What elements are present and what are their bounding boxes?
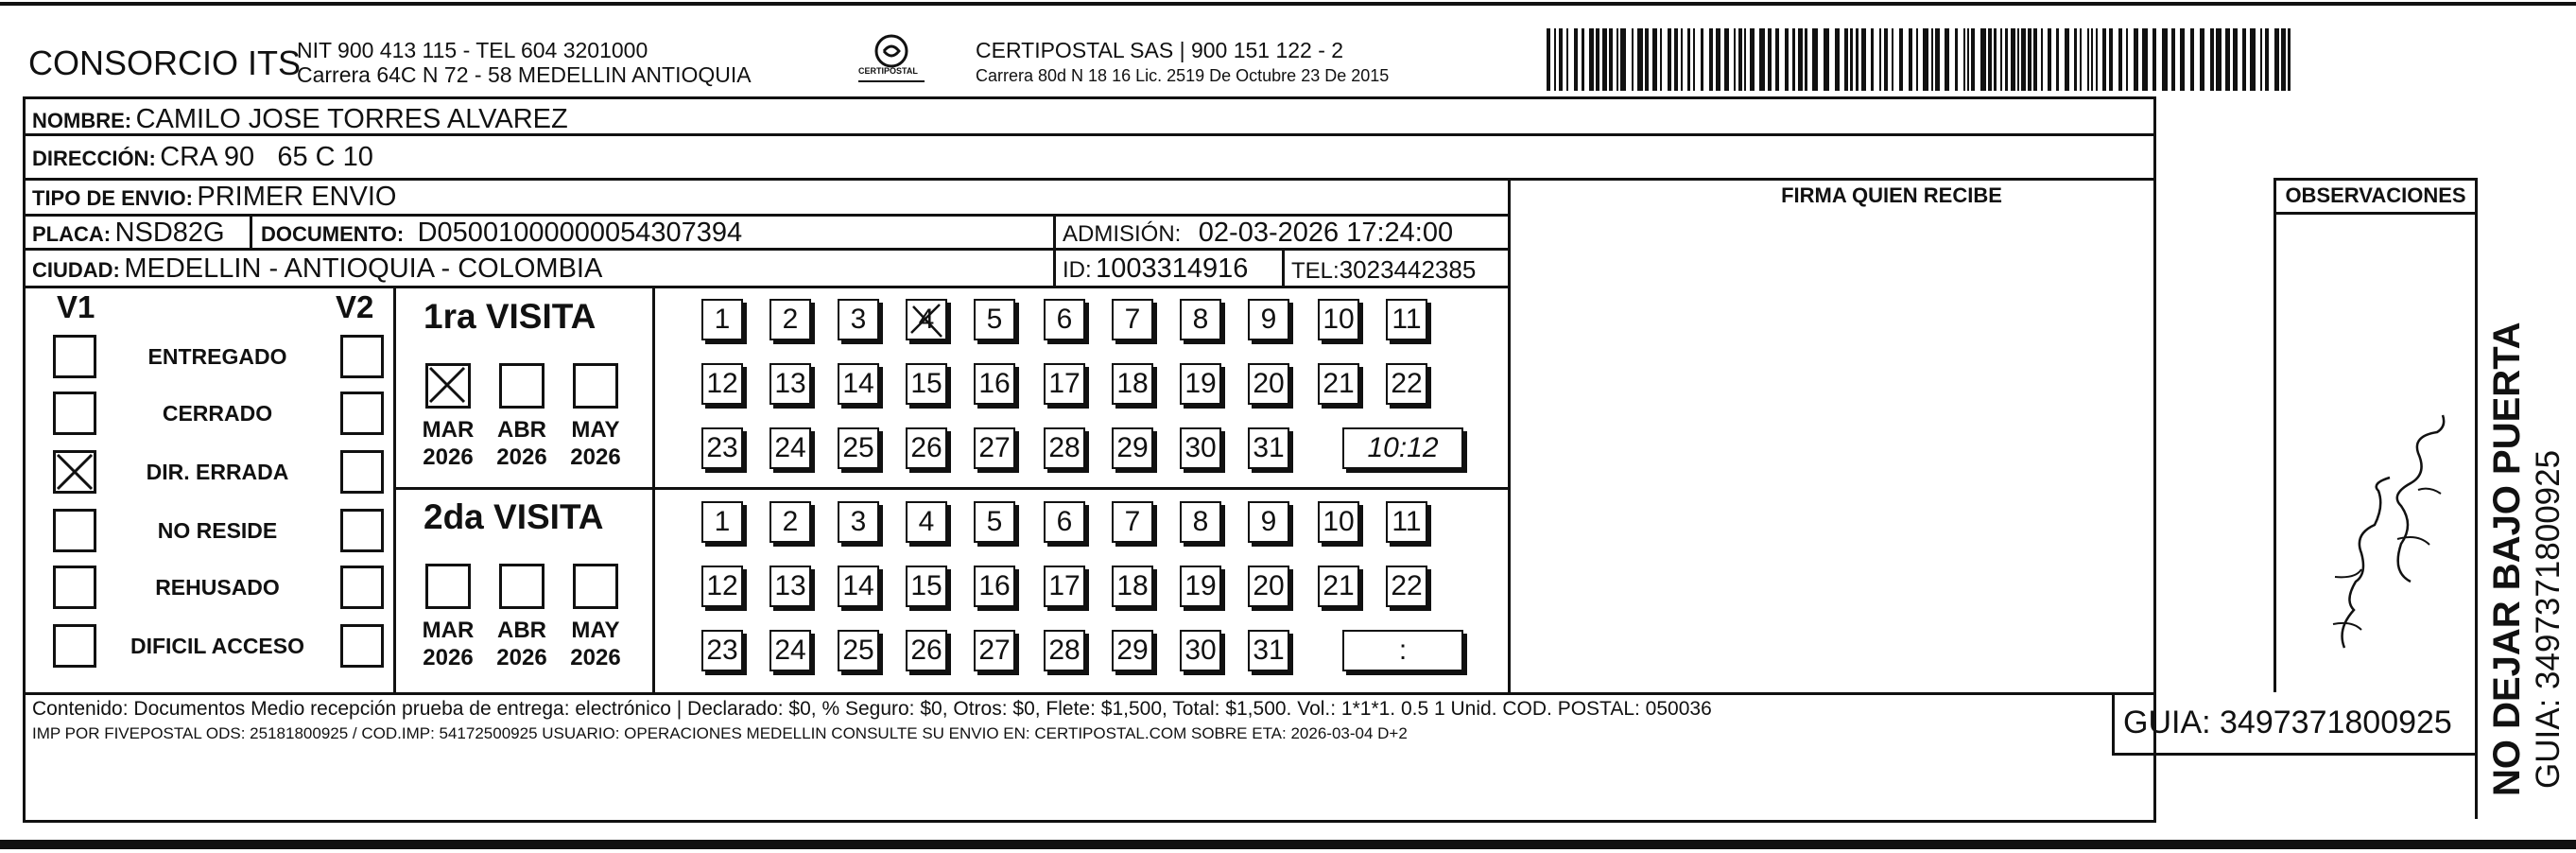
barcode-bar	[2096, 28, 2098, 91]
id-value: 1003314916	[1096, 253, 1249, 284]
visit2-title: 2da VISITA	[424, 497, 604, 536]
day-box[interactable]: 28	[1044, 630, 1085, 671]
day-box[interactable]: 3	[838, 501, 879, 543]
barcode-bar	[1637, 28, 1643, 91]
barcode-bar	[2216, 28, 2222, 91]
documento-label: DOCUMENTO:	[261, 222, 405, 246]
day-box[interactable]: 17	[1044, 566, 1085, 607]
barcode-bar	[2028, 28, 2031, 91]
barcode-bar	[1879, 28, 1881, 91]
month-name: MAR	[422, 417, 475, 443]
barcode-bar	[1759, 28, 1765, 91]
barcode-bar	[2233, 28, 2238, 91]
day-box[interactable]: 25	[838, 427, 879, 469]
day-box[interactable]: 19	[1180, 566, 1221, 607]
tipo-envio-label: TIPO DE ENVIO:	[32, 186, 193, 210]
day-box[interactable]: 26	[906, 630, 947, 671]
month-year: 2026	[423, 645, 474, 670]
side-no-dejar: NO DEJAR BAJO PUERTA	[2486, 322, 2528, 796]
direccion-value: CRA 90 65 C 10	[160, 142, 373, 172]
barcode-bar	[2091, 28, 2093, 91]
barcode-bar	[1892, 28, 1893, 91]
barcode-bar	[1602, 28, 1607, 91]
bottom-rule	[0, 840, 2576, 849]
day-box[interactable]: 18	[1112, 363, 1153, 405]
barcode-bar	[2210, 28, 2214, 91]
barcode-bar	[2200, 28, 2204, 91]
barcode-bar	[1994, 28, 1997, 91]
day-box[interactable]: 12	[701, 363, 743, 405]
month-name: ABR	[497, 618, 546, 643]
barcode-bar	[1660, 28, 1662, 91]
barcode-bar	[1909, 28, 1912, 91]
footer-guia: GUIA: 3497371800925	[2123, 705, 2452, 740]
month-label	[415, 617, 481, 671]
barcode-bar	[1971, 28, 1975, 91]
barcode	[1547, 28, 2301, 91]
month-label	[415, 416, 481, 471]
barcode-bar	[2142, 28, 2148, 91]
side-guia: GUIA: 3497371800925	[2530, 449, 2567, 789]
barcode-bar	[1980, 28, 1986, 91]
day-box[interactable]: 20	[1248, 566, 1289, 607]
barcode-bar	[1709, 28, 1713, 91]
month-checkbox[interactable]	[425, 564, 471, 609]
barcode-bar	[2017, 28, 2019, 91]
day-box[interactable]: 22	[1386, 363, 1427, 405]
footer-imp: IMP POR FIVEPOSTAL ODS: 25181800925 / COD.IMP: 54172500925 USUARIO: OPERACIONES MEDELLIN CONSULTE SU ENVIO EN: CERTIPOSTAL.COM SOBRE ETA: 2026-03-04 D+2	[32, 724, 1408, 742]
barcode-bar	[1775, 28, 1779, 91]
day-box[interactable]: 29	[1112, 427, 1153, 469]
day-box[interactable]: 15	[906, 363, 947, 405]
barcode-bar	[2134, 28, 2138, 91]
day-box[interactable]: 11	[1386, 501, 1427, 543]
day-box[interactable]: 31	[1248, 630, 1289, 671]
day-box[interactable]: 15	[906, 566, 947, 607]
visit1-title: 1ra VISITA	[424, 297, 596, 336]
day-number: 4	[918, 304, 935, 335]
barcode-bar	[1674, 28, 1678, 91]
barcode-bar	[2260, 28, 2262, 91]
day-box[interactable]: 21	[1318, 363, 1359, 405]
barcode-bar	[2162, 28, 2168, 91]
month-checkbox[interactable]	[573, 564, 618, 609]
ciudad-label: CIUDAD:	[32, 258, 120, 282]
month-checkbox[interactable]	[425, 363, 471, 409]
company-address: Carrera 64C N 72 - 58 MEDELLIN ANTIOQUIA	[297, 62, 752, 87]
v1-checkbox[interactable]	[53, 392, 96, 435]
barcode-bar	[1967, 28, 1969, 91]
month-label	[489, 617, 555, 671]
tel-value: 3023442385	[1339, 255, 1477, 284]
barcode-bar	[1566, 28, 1568, 91]
day-box[interactable]: 27	[974, 427, 1015, 469]
barcode-bar	[1899, 28, 1903, 91]
v1-checkbox[interactable]	[53, 450, 96, 494]
day-box[interactable]: 30	[1180, 630, 1221, 671]
time-box[interactable]: :	[1342, 630, 1463, 671]
barcode-bar	[2011, 28, 2015, 91]
placa-value: NSD82G	[114, 218, 225, 248]
day-box[interactable]: 6	[1044, 299, 1085, 340]
barcode-bar	[1559, 28, 1563, 91]
barcode-bar	[2087, 28, 2089, 91]
day-box[interactable]: 24	[769, 630, 811, 671]
day-box[interactable]: 12	[701, 566, 743, 607]
month-name: MAR	[422, 618, 475, 643]
direccion-label: DIRECCIÓN:	[32, 147, 156, 170]
v2-checkbox[interactable]	[340, 624, 384, 668]
barcode-bar	[1744, 28, 1746, 91]
barcode-bar	[1945, 28, 1949, 91]
day-box[interactable]: 6	[1044, 501, 1085, 543]
day-box[interactable]: 7	[1112, 299, 1153, 340]
admision-value: 02-03-2026 17:24:00	[1198, 218, 1454, 248]
barcode-bar	[1582, 28, 1584, 91]
barcode-bar	[2000, 28, 2002, 91]
day-box[interactable]: 11	[1386, 299, 1427, 340]
month-name: MAY	[571, 417, 620, 443]
barcode-bar	[1609, 28, 1613, 91]
day-box[interactable]: 23	[701, 630, 743, 671]
day-box[interactable]: 8	[1180, 501, 1221, 543]
month-checkbox[interactable]	[499, 564, 545, 609]
barcode-bar	[1785, 28, 1789, 91]
barcode-bar	[1668, 28, 1671, 91]
barcode-bar	[1632, 28, 1634, 91]
day-box[interactable]: 7	[1112, 501, 1153, 543]
day-box[interactable]: 16	[974, 566, 1015, 607]
barcode-bar	[2242, 28, 2246, 91]
day-box[interactable]: 14	[838, 363, 879, 405]
status-label: DIR. ERRADA	[146, 460, 289, 484]
barcode-bar	[2171, 28, 2175, 91]
v2-checkbox[interactable]	[340, 450, 384, 494]
footer-contenido: Contenido: Documentos Medio recepción prueba de entrega: electrónico | Declarado: $0, % Seguro: $0, Otros: $0, Flete: $1,500, Total: $1,500. Vol.: 1*1*1. 0.5 1 Unid. COD. POSTAL: 050036	[32, 698, 1712, 720]
barcode-bar	[2190, 28, 2194, 91]
barcode-bar	[1850, 28, 1853, 91]
certipostal-logo	[855, 32, 928, 89]
placa-label: PLACA:	[32, 222, 112, 246]
certipostal-address: Carrera 80d N 18 16 Lic. 2519 De Octubre 23 De 2015	[976, 66, 1390, 85]
day-box[interactable]: 30	[1180, 427, 1221, 469]
barcode-bar	[1616, 28, 1618, 91]
day-box[interactable]: 1	[701, 501, 743, 543]
v1-checkbox[interactable]	[53, 335, 96, 378]
certipostal-logo-text: CERTIPOSTAL	[858, 66, 918, 76]
certipostal-info: CERTIPOSTAL SAS | 900 151 122 - 2	[976, 38, 1344, 62]
barcode-bar	[1923, 28, 1928, 91]
day-box[interactable]: 31	[1248, 427, 1289, 469]
barcode-bar	[1835, 28, 1840, 91]
barcode-bar	[1716, 28, 1720, 91]
v1-checkbox[interactable]	[53, 566, 96, 609]
top-rule	[0, 2, 2576, 6]
barcode-bar	[2080, 28, 2082, 91]
day-box[interactable]: 24	[769, 427, 811, 469]
tel-label: TEL:	[1291, 258, 1340, 284]
month-label	[489, 416, 555, 471]
barcode-bar	[1871, 28, 1874, 91]
day-box[interactable]: 17	[1044, 363, 1085, 405]
barcode-bar	[1884, 28, 1888, 91]
barcode-bar	[1724, 28, 1729, 91]
barcode-bar	[1935, 28, 1940, 91]
barcode-bar	[1856, 28, 1859, 91]
month-checkbox[interactable]	[499, 363, 545, 409]
day-box[interactable]: 25	[838, 630, 879, 671]
day-box[interactable]: 10	[1318, 299, 1359, 340]
barcode-bar	[1734, 28, 1736, 91]
day-box[interactable]: 3	[838, 299, 879, 340]
month-year: 2026	[570, 645, 621, 670]
v1-checkbox[interactable]	[53, 509, 96, 552]
day-box[interactable]: 21	[1318, 566, 1359, 607]
firma-header: FIRMA QUIEN RECIBE	[1781, 183, 2002, 207]
barcode-bar	[2065, 28, 2069, 91]
month-year: 2026	[570, 444, 621, 470]
barcode-bar	[2274, 28, 2279, 91]
nombre-label: NOMBRE:	[32, 109, 132, 132]
barcode-bar	[1574, 28, 1578, 91]
barcode-bar	[1844, 28, 1848, 91]
barcode-bar	[1792, 28, 1795, 91]
barcode-bar	[1687, 28, 1690, 91]
day-box[interactable]: 9	[1248, 501, 1289, 543]
day-box[interactable]: 26	[906, 427, 947, 469]
barcode-bar	[1596, 28, 1599, 91]
v1-checkbox[interactable]	[53, 624, 96, 668]
barcode-bar	[2118, 28, 2122, 91]
status-label: CERRADO	[162, 401, 273, 426]
day-box[interactable]: 14	[838, 566, 879, 607]
day-box[interactable]: 5	[974, 501, 1015, 543]
day-box[interactable]: 13	[769, 363, 811, 405]
barcode-bar	[2033, 28, 2037, 91]
barcode-bar	[1798, 28, 1803, 91]
id-label: ID:	[1063, 257, 1092, 283]
barcode-bar	[2288, 28, 2291, 91]
barcode-bar	[1931, 28, 1933, 91]
barcode-bar	[1620, 28, 1626, 91]
day-box[interactable]: 29	[1112, 630, 1153, 671]
status-label: REHUSADO	[155, 575, 280, 600]
barcode-bar	[1645, 28, 1649, 91]
v2-checkbox[interactable]	[340, 335, 384, 378]
day-box[interactable]: 22	[1386, 566, 1427, 607]
documento-value: D05001000000054307394	[417, 218, 743, 248]
barcode-bar	[1768, 28, 1772, 91]
barcode-bar	[2102, 28, 2106, 91]
day-box[interactable]: 2	[769, 299, 811, 340]
day-box[interactable]: 27	[974, 630, 1015, 671]
barcode-bar	[1963, 28, 1965, 91]
month-name: MAY	[571, 618, 620, 643]
day-box[interactable]: 16	[974, 363, 1015, 405]
day-box[interactable]: 2	[769, 501, 811, 543]
barcode-bar	[1547, 28, 1550, 91]
barcode-bar	[2281, 28, 2286, 91]
barcode-bar	[1988, 28, 1992, 91]
barcode-bar	[2225, 28, 2230, 91]
day-box[interactable]	[906, 299, 947, 340]
barcode-bar	[2041, 28, 2043, 91]
v2-checkbox[interactable]	[340, 509, 384, 552]
day-box[interactable]: 23	[701, 427, 743, 469]
day-box[interactable]: 18	[1112, 566, 1153, 607]
barcode-bar	[1554, 28, 1556, 91]
barcode-bar	[1681, 28, 1683, 91]
barcode-bar	[1955, 28, 1958, 91]
barcode-bar	[1750, 28, 1755, 91]
barcode-bar	[2048, 28, 2051, 91]
barcode-bar	[1916, 28, 1918, 91]
day-box[interactable]: 28	[1044, 427, 1085, 469]
month-label	[562, 617, 629, 671]
month-year: 2026	[496, 645, 547, 670]
observaciones-header: OBSERVACIONES	[2285, 183, 2466, 207]
month-name: ABR	[497, 417, 546, 443]
barcode-bar	[2265, 28, 2269, 91]
day-box[interactable]: 20	[1248, 363, 1289, 405]
barcode-bar	[2005, 28, 2008, 91]
day-box[interactable]: 13	[769, 566, 811, 607]
v2-checkbox[interactable]	[340, 392, 384, 435]
barcode-bar	[1805, 28, 1807, 91]
month-year: 2026	[496, 444, 547, 470]
barcode-bar	[1652, 28, 1657, 91]
barcode-bar	[1738, 28, 1742, 91]
ciudad-value: MEDELLIN - ANTIOQUIA - COLOMBIA	[124, 253, 603, 284]
day-box[interactable]: 5	[974, 299, 1015, 340]
day-box[interactable]: 8	[1180, 299, 1221, 340]
barcode-bar	[2152, 28, 2156, 91]
company-nit-tel: NIT 900 413 115 - TEL 604 3201000	[297, 38, 648, 62]
status-label: DIFICIL ACCESO	[130, 634, 304, 658]
barcode-bar	[2074, 28, 2077, 91]
month-checkbox[interactable]	[573, 363, 618, 409]
barcode-bar	[2056, 28, 2059, 91]
day-box[interactable]: 19	[1180, 363, 1221, 405]
tipo-envio-value: PRIMER ENVIO	[197, 182, 397, 212]
barcode-bar	[1812, 28, 1818, 91]
v1-label: V1	[57, 289, 95, 324]
barcode-bar	[2250, 28, 2256, 91]
barcode-bar	[1861, 28, 1866, 91]
status-label: ENTREGADO	[147, 344, 287, 369]
v2-label: V2	[336, 289, 374, 324]
admision-label: ADMISIÓN:	[1063, 221, 1182, 247]
barcode-bar	[2021, 28, 2026, 91]
barcode-bar	[2126, 28, 2128, 91]
barcode-bar	[1589, 28, 1594, 91]
day-box[interactable]: 4	[906, 501, 947, 543]
barcode-bar	[1693, 28, 1695, 91]
month-year: 2026	[423, 444, 474, 470]
month-label	[562, 416, 629, 471]
day-box[interactable]: 1	[701, 299, 743, 340]
day-box[interactable]: 9	[1248, 299, 1289, 340]
barcode-bar	[1701, 28, 1703, 91]
company-name: CONSORCIO ITS	[28, 44, 302, 82]
handwritten-observation	[2307, 378, 2467, 662]
barcode-bar	[2180, 28, 2185, 91]
barcode-bar	[1824, 28, 1829, 91]
status-label: NO RESIDE	[157, 518, 278, 543]
time-box[interactable]: 10:12	[1342, 427, 1463, 469]
barcode-bar	[2109, 28, 2113, 91]
v2-checkbox[interactable]	[340, 566, 384, 609]
nombre-value: CAMILO JOSE TORRES ALVAREZ	[135, 104, 568, 134]
day-box[interactable]: 10	[1318, 501, 1359, 543]
